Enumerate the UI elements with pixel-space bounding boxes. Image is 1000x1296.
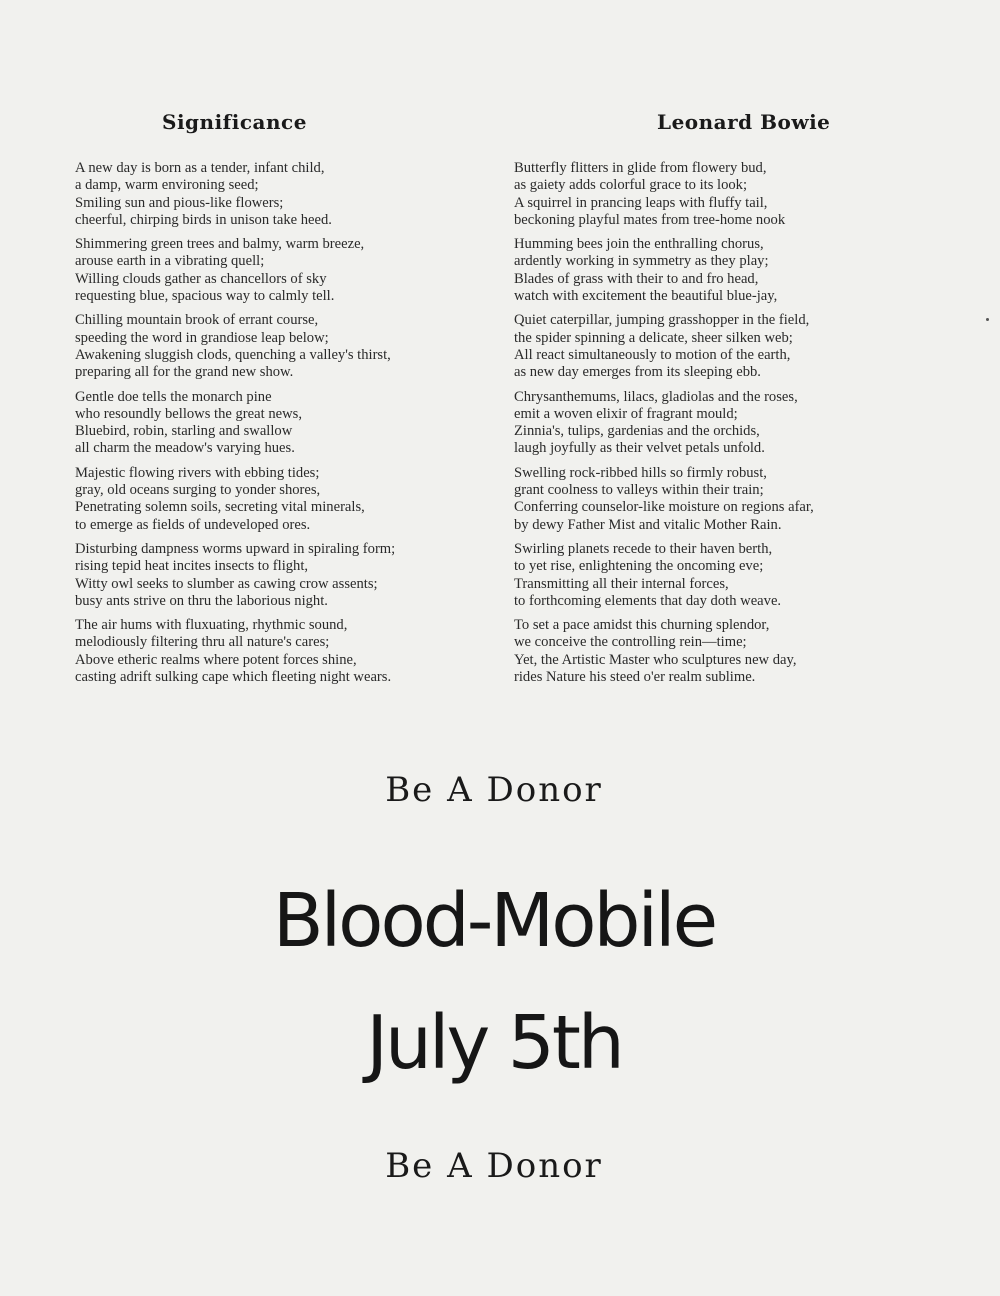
poem-line: The air hums with fluxuating, rhythmic sound,: [75, 617, 348, 634]
poem-stanza: [514, 541, 924, 610]
poem-line: casting adrift sulking cape which fleeting night wears.: [75, 669, 392, 686]
poem-line: Yet, the Artistic Master who sculptures new day,: [514, 651, 797, 668]
poem-stanza: [75, 617, 495, 686]
poem-right-column: [514, 160, 924, 693]
poem-line: a damp, warm environing seed;: [75, 177, 259, 194]
poem-line: cheerful, chirping birds in unison take heed.: [75, 211, 332, 228]
poem-line: rides Nature his steed o'er realm sublime.: [514, 669, 756, 686]
poem-line: ardently working in symmetry as they play;: [514, 253, 769, 270]
poem-stanza: [514, 465, 924, 534]
poem-line: Quiet caterpillar, jumping grasshopper in the field,: [514, 312, 810, 329]
poem-title: Significance: [162, 110, 307, 134]
poem-line: Awakening sluggish clods, quenching a valley's thirst,: [75, 346, 391, 363]
poem-line: the spider spinning a delicate, sheer silken web;: [514, 329, 793, 346]
poem-line: Smiling sun and pious-like flowers;: [75, 194, 284, 211]
poem-line: busy ants strive on thru the laborious night.: [75, 592, 328, 609]
poem-stanza: [75, 312, 495, 381]
poem-line: Willing clouds gather as chancellors of sky: [75, 270, 327, 287]
poem-line: all charm the meadow's varying hues.: [75, 440, 295, 457]
poem-line: Swelling rock-ribbed hills so firmly robust,: [514, 464, 767, 481]
poem-line: Witty owl seeks to slumber as cawing crow assents;: [75, 575, 378, 592]
poem-line: requesting blue, spacious way to calmly tell.: [75, 288, 335, 305]
poem-stanza: [75, 236, 495, 305]
poem-line: Bluebird, robin, starling and swallow: [75, 423, 293, 440]
poem-line: rising tepid heat incites insects to flight,: [75, 558, 309, 575]
poem-line: as gaiety adds colorful grace to its look;: [514, 177, 748, 194]
poem-line: melodiously filtering thru all nature's cares;: [75, 634, 330, 651]
poem-left-column: [75, 160, 495, 693]
poem-stanza: [514, 389, 924, 458]
poem-stanza: [75, 160, 495, 229]
poem-line: Gentle doe tells the monarch pine: [75, 388, 272, 405]
poem-line: we conceive the controlling rein—time;: [514, 634, 747, 651]
poem-stanza: [75, 389, 495, 458]
poem-line: gray, old oceans surging to yonder shores,: [75, 482, 321, 499]
poem-stanza: [75, 465, 495, 534]
poem-line: A new day is born as a tender, infant child,: [75, 160, 325, 176]
poem-line: To set a pace amidst this churning splendor,: [514, 617, 770, 634]
poem-line: Butterfly flitters in glide from flowery bud,: [514, 160, 767, 176]
poem-line: Transmitting all their internal forces,: [514, 575, 729, 592]
poem-line: Chilling mountain brook of errant course,: [75, 312, 319, 329]
poem-line: Penetrating solemn soils, secreting vital minerals,: [75, 499, 365, 516]
poem-line: as new day emerges from its sleeping ebb.: [514, 364, 761, 381]
poem-stanza: [514, 617, 924, 686]
event-date: July 5th: [366, 1000, 622, 1086]
paper-speck: [986, 318, 989, 321]
poem-line: Disturbing dampness worms upward in spiraling form;: [75, 540, 396, 557]
poem-line: to yet rise, enlightening the oncoming eve;: [514, 558, 764, 575]
poem-line: Blades of grass with their to and fro head,: [514, 270, 759, 287]
poem-line: beckoning playful mates from tree-home nook: [514, 211, 786, 228]
poem-line: All react simultaneously to motion of the earth,: [514, 346, 791, 363]
poem-line: to forthcoming elements that day doth weave.: [514, 592, 782, 609]
poem-line: grant coolness to valleys within their train;: [514, 482, 764, 499]
poem-line: Shimmering green trees and balmy, warm breeze,: [75, 236, 365, 253]
donor-slogan-bottom: Be A Donor: [385, 1146, 603, 1186]
event-heading: Blood-Mobile: [272, 878, 716, 964]
poem-line: laugh joyfully as their velvet petals unfold.: [514, 440, 765, 457]
poem-line: watch with excitement the beautiful blue-jay,: [514, 288, 778, 305]
poem-stanza: [514, 312, 924, 381]
poem-line: who resoundly bellows the great news,: [75, 405, 302, 422]
donor-slogan-top: Be A Donor: [385, 770, 603, 810]
poem-line: preparing all for the grand new show.: [75, 364, 294, 381]
poem-author: Leonard Bowie: [657, 110, 831, 134]
poem-line: emit a woven elixir of fragrant mould;: [514, 405, 738, 422]
poem-line: Swirling planets recede to their haven berth,: [514, 540, 773, 557]
poem-line: Conferring counselor-like moisture on regions afar,: [514, 499, 814, 516]
poem-line: Above etheric realms where potent forces shine,: [75, 651, 357, 668]
poem-stanza: [514, 160, 924, 229]
poem-line: Zinnia's, tulips, gardenias and the orchids,: [514, 423, 760, 440]
poem-line: Majestic flowing rivers with ebbing tides;: [75, 464, 320, 481]
poem-line: A squirrel in prancing leaps with fluffy tail,: [514, 194, 768, 211]
poem-stanza: [514, 236, 924, 305]
poem-line: arouse earth in a vibrating quell;: [75, 253, 265, 270]
poem-line: to emerge as fields of undeveloped ores.: [75, 516, 311, 533]
poem-line: speeding the word in grandiose leap below;: [75, 329, 329, 346]
poem-stanza: [75, 541, 495, 610]
poem-line: by dewy Father Mist and vitalic Mother Rain.: [514, 516, 782, 533]
poem-line: Humming bees join the enthralling chorus,: [514, 236, 764, 253]
poem-line: Chrysanthemums, lilacs, gladiolas and the roses,: [514, 388, 798, 405]
